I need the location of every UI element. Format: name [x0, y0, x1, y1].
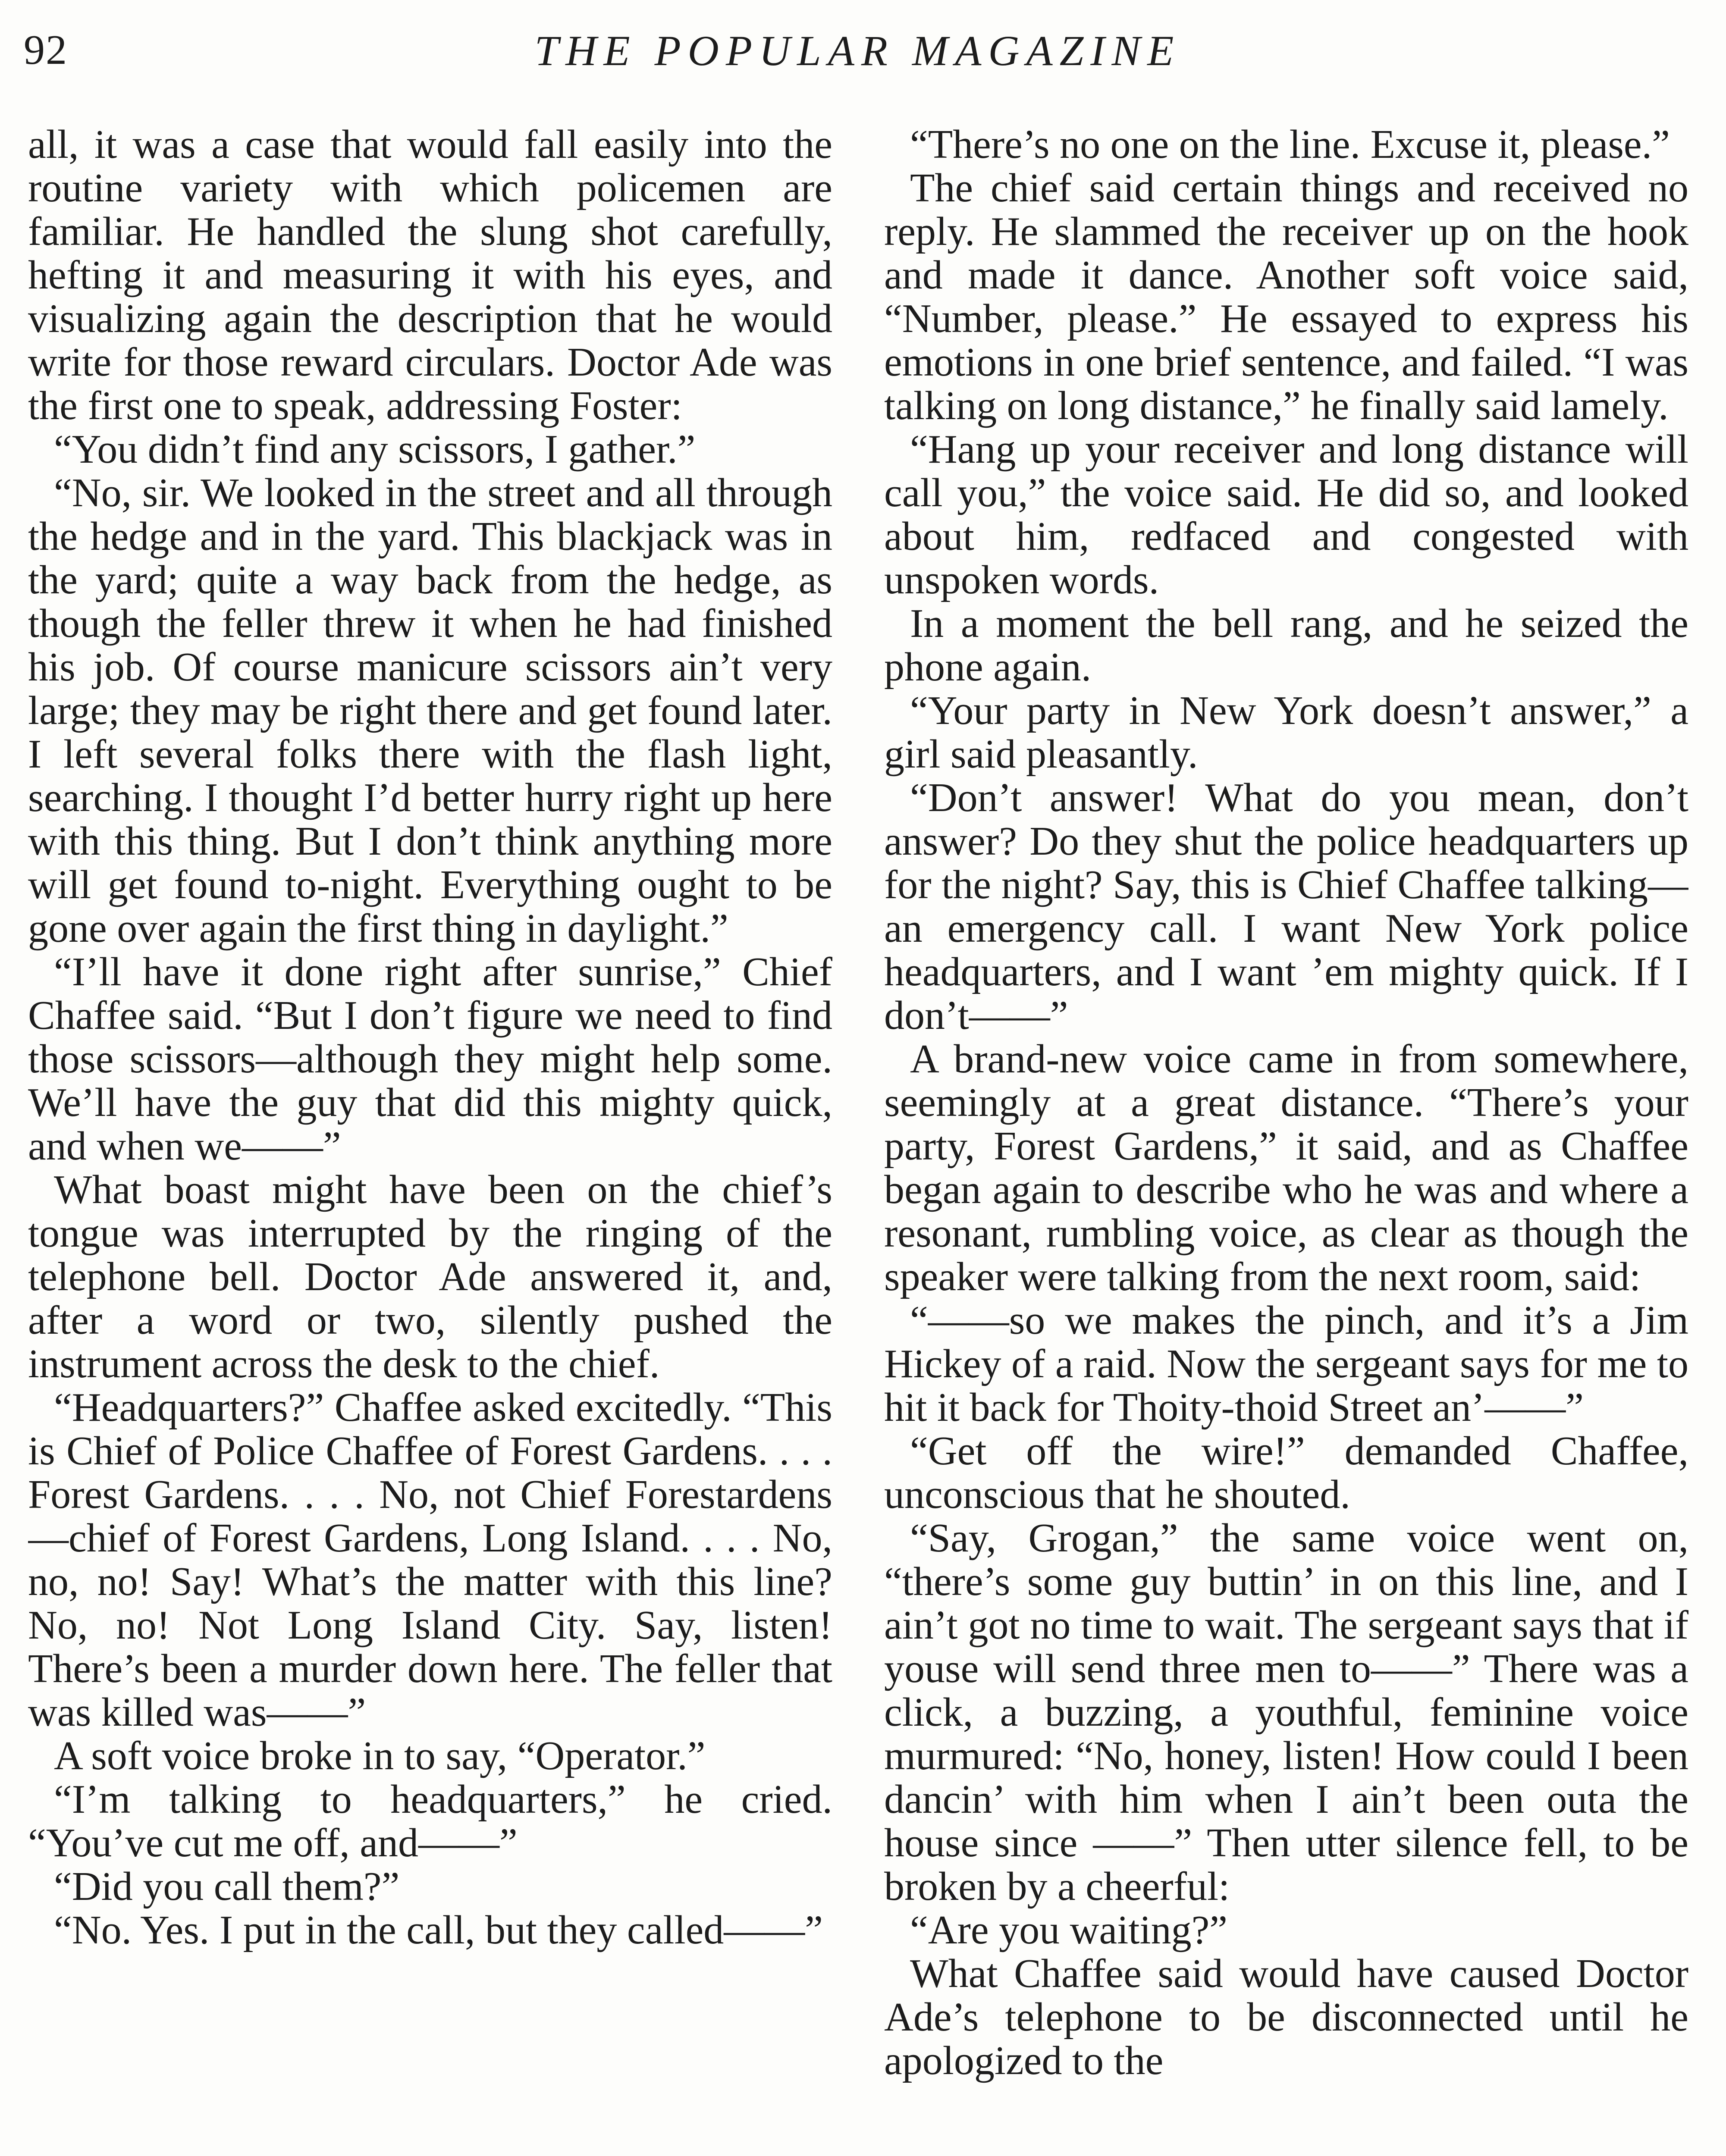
paragraph: “——so we makes the pinch, and it’s a Jim Hickey of a raid. Now the sergeant says for me to hit it back for Thoity-thoid Street an’——”	[884, 1298, 1688, 1430]
paragraph: “I’m talking to headquarters,” he cried. “You’ve cut me off, and——”	[28, 1777, 832, 1865]
paragraph: “Don’t answer! What do you mean, don’t answer? Do they shut the police headquarters up for the night? Say, this is Chief Chaffee talking—an emergency call. I want New York police headquarters, and I want ’em mighty quick. If I don’t——”	[884, 775, 1688, 1038]
paragraph: all, it was a case that would fall easily into the routine variety with which policemen are familiar. He handled the slung shot carefully, hefting it and measuring it with his eyes, and visualizing again the description that he would write for those reward circulars. Doctor Ade was the first one to speak, addressing Foster:	[28, 123, 832, 428]
paragraph: “No. Yes. I put in the call, but they called——”	[54, 1908, 823, 1952]
paragraph: “No, sir. We looked in the street and all through the hedge and in the yard. This blackjack was in the yard; quite a way back from the hedge, as though the feller threw it when he had finished his job. Of course manicure scissors ain’t very large; they may be right there and get found later. I left several folks there with the flash light, searching. I thought I’d better hurry right up here with this thing. But I don’t think anything more will get found to-night. Everything ought to be gone over again the first thing in daylight.”	[28, 470, 832, 951]
paragraph: “Get off the wire!” demanded Chaffee, unconscious that he shouted.	[884, 1429, 1688, 1517]
paragraph: “Say, Grogan,” the same voice went on, “there’s some guy buttin’ in on this line, and I ain’t got no time to wait. The sergeant says that if youse will send three men to——” There was a click, a buzzing, a youthful, feminine voice murmured: “No, honey, listen! How could I been dancin’ with him when I ain’t been outa the house since ——” Then utter silence fell, to be broken by a cheerful:	[884, 1516, 1688, 1909]
magazine-title: THE POPULAR MAGAZINE	[534, 27, 1181, 75]
paragraph: “Hang up your receiver and long distance will call you,” the voice said. He did so, and looked about him, redfaced and congested with unspoken words.	[884, 427, 1688, 602]
paragraph: “You didn’t find any scissors, I gather.”	[54, 427, 696, 472]
paragraph: “Did you call them?”	[54, 1864, 400, 1909]
page-number: 92	[24, 27, 68, 73]
paragraph: “There’s no one on the line. Excuse it, please.”	[910, 123, 1670, 167]
left-text-column	[28, 123, 832, 2156]
paragraph: In a moment the bell rang, and he seized the phone again.	[884, 601, 1688, 689]
paragraph: The chief said certain things and received no reply. He slammed the receiver up on the hook and made it dance. Another soft voice said, “Number, please.” He essayed to express his emotions in one brief sentence, and failed. “I was talking on long distance,” he finally said lamely.	[884, 166, 1688, 428]
page-header	[24, 26, 1691, 91]
paragraph: What boast might have been on the chief’s tongue was interrupted by the ringing of the telephone bell. Doctor Ade answered it, and, after a word or two, silently pushed the instrument across the desk to the chief.	[28, 1167, 832, 1386]
paragraph: “Your party in New York doesn’t answer,” a girl said pleasantly.	[884, 688, 1688, 777]
paragraph: “Are you waiting?”	[910, 1908, 1228, 1952]
paragraph: What Chaffee said would have caused Doctor Ade’s telephone to be disconnected until he apologized to the	[884, 1951, 1688, 2083]
paragraph: “Headquarters?” Chaffee asked excitedly. “This is Chief of Police Chaffee of Forest Gardens. . . . Forest Gardens. . . . No, not Chief Forestardens—chief of Forest Gardens, Long Island. . . . No, no, no! Say! What’s the matter with this line? No, no! Not Long Island City. Say, listen! There’s been a murder down here. The feller that was killed was——”	[28, 1385, 832, 1735]
paragraph: A brand-new voice came in from somewhere, seemingly at a great distance. “There’s your party, Forest Gardens,” it said, and as Chaffee began again to describe who he was and where a resonant, rumbling voice, as clear as though the speaker were talking from the next room, said:	[884, 1037, 1688, 1299]
paragraph: “I’ll have it done right after sunrise,” Chief Chaffee said. “But I don’t figure we need to find those scissors—although they might help some. We’ll have the guy that did this mighty quick, and when we——”	[28, 950, 832, 1169]
paragraph: A soft voice broke in to say, “Operator.”	[54, 1733, 706, 1778]
right-text-column	[884, 123, 1688, 2156]
